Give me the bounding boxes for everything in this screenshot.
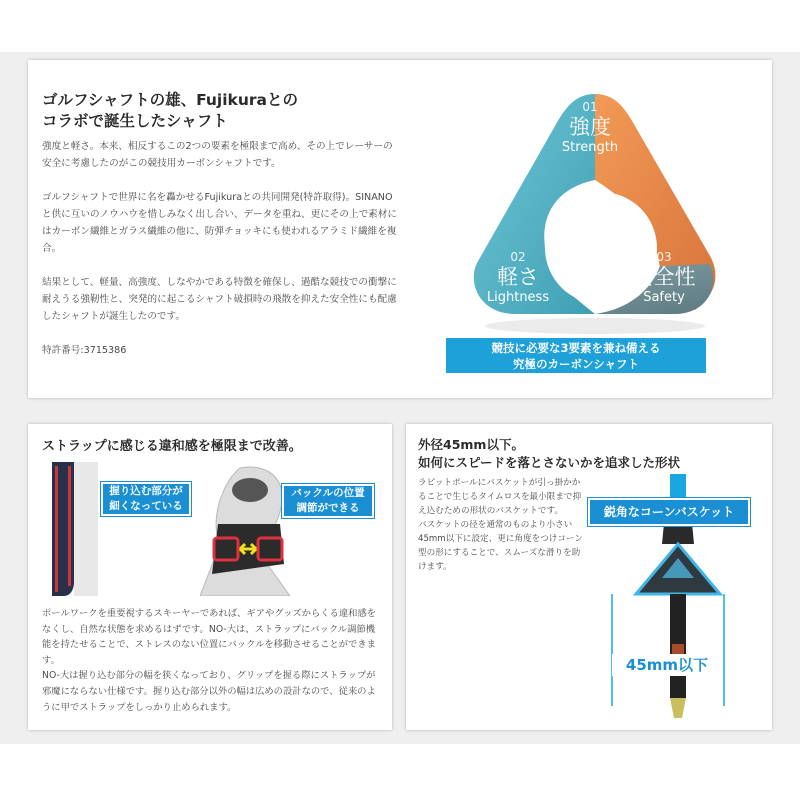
paragraph: ラピットポールにバスケットが引っ掛かかることで生じるタイムロスを最小限まで抑え込むための形状のバスケットです。 <box>418 478 582 516</box>
title-line-2: 如何にスピードを落とさないかを追求した形状 <box>418 455 681 470</box>
banner-line-1: 競技に必要な3要素を兼ね備える <box>491 341 661 355</box>
three-elements-banner <box>446 338 706 373</box>
panel-title <box>418 436 680 472</box>
strength-label <box>555 100 625 155</box>
diameter-label: 45mm以下 <box>612 654 722 676</box>
safety-label <box>622 250 706 305</box>
panel-title: ストラップに感じる違和感を極限まで改善。 <box>42 439 302 454</box>
patent-number: 特許番号:3715386 <box>42 345 127 356</box>
callout-line-1: バックルの位置 <box>291 487 365 499</box>
panel-title <box>42 90 298 132</box>
grip-narrow-callout <box>101 482 191 516</box>
strength-number: 01 <box>582 100 598 114</box>
banner-line-2: 究極のカーボンシャフト <box>513 357 639 371</box>
safety-number: 03 <box>656 250 672 264</box>
panel-body <box>418 476 586 574</box>
callout-line-2: 細くなっている <box>109 500 183 512</box>
buckle-knob <box>232 478 268 502</box>
safety-jp: 安全性 <box>632 265 696 289</box>
buckle-adjust-callout <box>282 484 374 518</box>
callout-line-1: 握り込む部分が <box>109 485 183 497</box>
title-line-1: 外径45mm以下。 <box>418 437 524 452</box>
strap-stitch <box>68 466 71 586</box>
lightness-number: 02 <box>510 250 526 264</box>
paragraph: NO-大は握り込む部分の幅を狭くなっており、グリップを握る際にストラップが邪魔にならない仕様です。握り込む部分以外の幅は広めの設計なので、従来のように甲でストラップをしっかり止められます。 <box>42 670 376 713</box>
buckle-right <box>258 538 282 560</box>
safety-en: Safety <box>643 290 685 305</box>
buckle-left <box>214 538 238 560</box>
lightness-label <box>478 250 558 305</box>
carbide-tip <box>670 698 686 718</box>
strength-en: Strength <box>561 140 619 155</box>
shadow <box>485 318 705 334</box>
lightness-jp: 軽さ <box>497 265 539 289</box>
strap-photo <box>44 462 98 596</box>
paragraph: 結果として、軽量、高強度、しなやかである特徴を確保し、過酷な競技での衝撃に耐えうる強靭性と、突発的に起こるシャフト破損時の飛散を抑えた安全性にも配慮したシャフトが誕生したのです。 <box>42 277 397 322</box>
paragraph: ポールワークを重要視するスキーヤーであれば、ギアやグッズからくる違和感をなくし、自然な状態を求めるはずです。NO-大は、ストラップにバックル調節機能を持たせることで、ストレスのない位置にバックルを移動させることができます。 <box>42 608 377 666</box>
paragraph: バスケットの径を通常のものより小さい45mm以下に設定、更に角度をつけコーン型の形にすることで、スムーズな滑りを助けます。 <box>418 520 584 572</box>
paragraph: 強度と軽さ。本来、相反するこの2つの要素を極限まで高め、その上でレーサーの安全に考慮したのがこの競技用カーボンシャフトです。 <box>42 141 393 169</box>
strength-jp: 強度 <box>569 115 611 139</box>
panel-body <box>42 606 382 715</box>
lightness-en: Lightness <box>486 290 550 305</box>
strap-stitch <box>55 466 58 592</box>
paragraph: ゴルフシャフトで世界に名を轟かせるFujikuraとの共同開発(特許取得)。SINANOと供に互いのノウハウを惜しみなく出し合い、データを重ね、更にその上で素材にはカーボン繊維とガラス繊維の他に、防弾チョッキにも使われるアラミド繊維を複合。 <box>42 192 397 254</box>
title-line-1: ゴルフシャフトの雄、Fujikuraとの <box>42 91 298 109</box>
title-line-2: コラボで誕生したシャフト <box>42 112 228 130</box>
strap-background <box>74 462 98 596</box>
cone-basket-callout: 鋭角なコーンバスケット <box>588 498 750 526</box>
panel-body <box>42 138 402 359</box>
callout-line-2: 調節ができる <box>296 502 360 514</box>
